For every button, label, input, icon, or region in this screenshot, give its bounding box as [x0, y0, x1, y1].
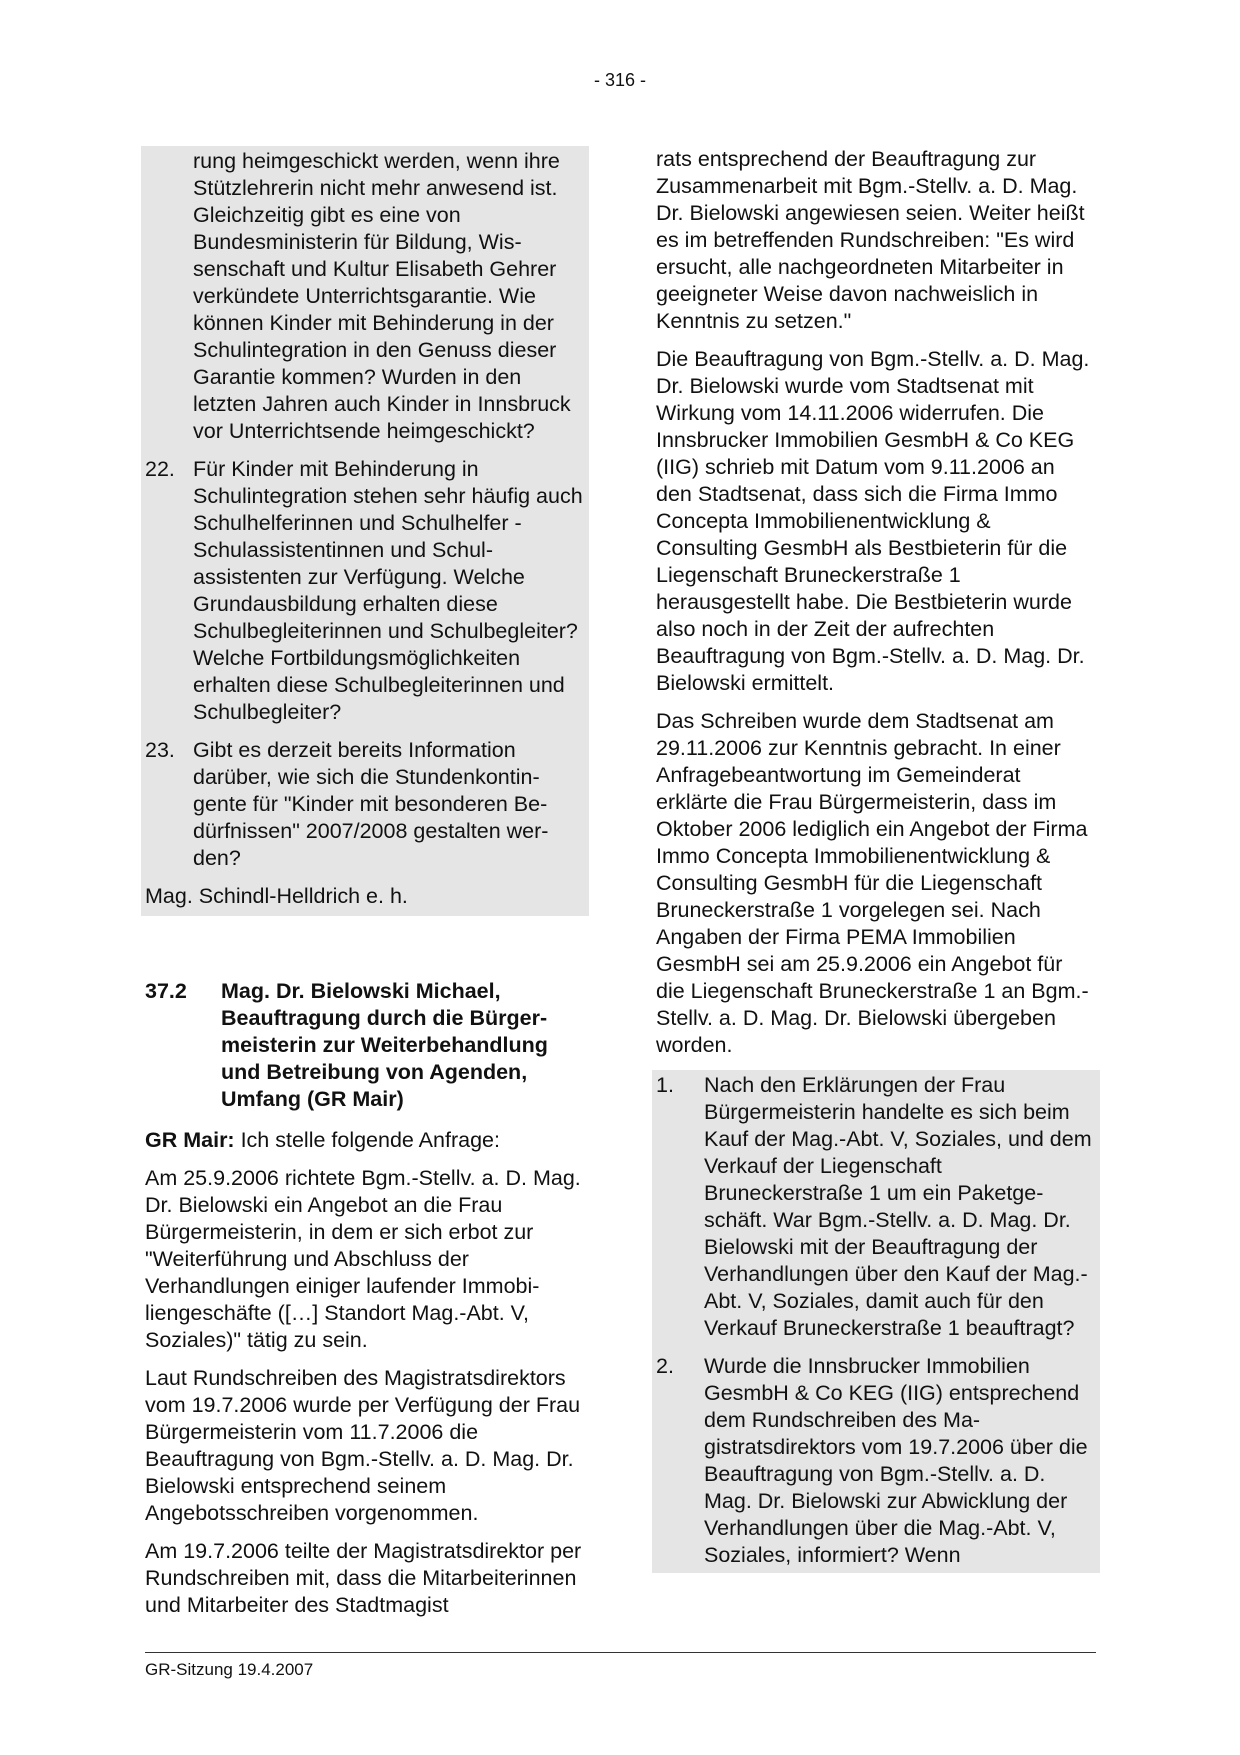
question-block-shaded: [652, 1070, 1100, 1573]
question-text: rung heimgeschickt werden, wenn ihre Stützlehrerin nicht mehr anwesend ist. Gleichzeitig gibt es eine von Bundesministerin für Bildung, Wissenschaft und Kultur Elisabeth Gehrer verkündete Unterrichtsgarantie. Wie können Kinder mit Behinderung in der Schulintegration in den Genuss dieser Garantie kommen? Wurden in den letzten Jahren auch Kinder in Innsbruck vor Unterrichtsende heimgeschickt?: [193, 149, 571, 443]
section-title: Mag. Dr. Bielowski Michael, Beauftragung durch die Bürgermeisterin zur Weiterbehandlung und Betreibung von Agenden, Umfang (GR Mair): [221, 979, 548, 1111]
footer-divider: [145, 1652, 1096, 1653]
footer-text: GR-Sitzung 19.4.2007: [145, 1660, 314, 1679]
body-paragraph: rats entsprechend der Beauftragung zur Zusammenarbeit mit Bgm.-Stellv. a. D. Mag. Dr. Bielowski angewiesen seien. Weiter heißt es im betreffenden Rundschreiben: "Es wird ersucht, alle nachgeordneten Mitarbeiter in geeigneter Weise davon nachweislich in Kenntnis zu setzen.": [656, 147, 1085, 333]
question-number: 22.: [145, 457, 175, 481]
question-item: [145, 456, 585, 726]
intro-paragraph: [145, 1127, 585, 1154]
left-column: [145, 146, 585, 1630]
question-text: Wurde die Innsbrucker Immobilien GesmbH & Co KEG (IIG) entsprechend dem Rundschreiben des Magistratsdirektors vom 19.7.2006 über die Beauftragung von Bgm.-Stellv. a. D. Mag. Dr. Bielowski zur Abwicklung der Verhandlungen über die Mag.-Abt. V, Soziales, informiert? Wenn: [704, 1354, 1088, 1567]
question-text: Gibt es derzeit bereits Information darüber, wie sich die Stundenkontingente für "Kinder mit besonderen Bedürfnissen" 2007/2008 gestalten werden?: [193, 738, 549, 870]
question-block-shaded: [141, 146, 589, 916]
page-number: - 316 -: [593, 70, 647, 90]
speaker-label: GR Mair:: [145, 1128, 235, 1152]
question-number: 23.: [145, 738, 175, 762]
intro-text: Ich stelle folgende Anfrage:: [240, 1128, 500, 1152]
body-paragraph: Am 19.7.2006 teilte der Magistratsdirektor per Rundschreiben mit, dass die Mitarbeiterinnen und Mitarbeiter des Stadtmagist: [145, 1539, 582, 1617]
question-item: [145, 737, 585, 872]
question-text: Für Kinder mit Behinderung in Schulintegration stehen sehr häufig auch Schulhelferinnen und Schulhelfer - Schulassistentinnen und Schulassistenten zur Verfügung. Welche Grundausbildung erhalten diese Schulbegleiterinnen und Schulbegleiter? Welche Fortbildungsmöglichkeiten erhalten diese Schulbegleiterinnen und Schulbegleiter?: [193, 457, 583, 724]
body-paragraph: Die Beauftragung von Bgm.-Stellv. a. D. Mag. Dr. Bielowski wurde vom Stadtsenat mit Wirkung vom 14.11.2006 widerrufen. Die Innsbrucker Immobilien GesmbH & Co KEG (IIG) schrieb mit Datum vom 9.11.2006 an den Stadtsenat, dass sich die Firma Immo Concepta Immobilienentwicklung & Consulting GesmbH als Bestbieterin für die Liegenschaft Bruneckerstraße 1 herausgestellt habe. Die Bestbieterin wurde also noch in der Zeit der aufrechten Beauftragung von Bgm.-Stellv. a. D. Mag. Dr. Bielowski ermittelt.: [656, 347, 1090, 695]
body-paragraph: Am 25.9.2006 richtete Bgm.-Stellv. a. D. Mag. Dr. Bielowski ein Angebot an die Frau Bürgermeisterin, in dem er sich erbot zur "Weiterführung und Abschluss der Verhandlungen einiger laufender Immobiliengeschäfte ([…] Standort Mag.-Abt. V, Soziales)" tätig zu sein.: [145, 1166, 581, 1352]
signature: Mag. Schindl-Helldrich e. h.: [145, 884, 408, 908]
question-number: 2.: [656, 1354, 674, 1378]
right-column: [656, 146, 1096, 1573]
question-text: Nach den Erklärungen der Frau Bürgermeisterin handelte es sich beim Kauf der Mag.-Abt. V, Soziales, und dem Verkauf der Liegenschaft Bruneckerstraße 1 um ein Paketgeschäft. War Bgm.-Stellv. a. D. Mag. Dr. Bielowski mit der Beauftragung der Verhandlungen über den Kauf der Mag.-Abt. V, Soziales, damit auch für den Verkauf Bruneckerstraße 1 beauftragt?: [704, 1073, 1092, 1340]
body-paragraph: Das Schreiben wurde dem Stadtsenat am 29.11.2006 zur Kenntnis gebracht. In einer Anfragebeantwortung im Gemeinderat erklärte die Frau Bürgermeisterin, dass im Oktober 2006 lediglich ein Angebot der Firma Immo Concepta Immobilienentwicklung & Consulting GesmbH für die Liegenschaft Bruneckerstraße 1 vorgelegen sei. Nach Angaben der Firma PEMA Immobilien GesmbH sei am 25.9.2006 ein Angebot für die Liegenschaft Bruneckerstraße 1 an Bgm.-Stellv. a. D. Mag. Dr. Bielowski übergeben worden.: [656, 709, 1089, 1057]
question-item: [656, 1353, 1096, 1569]
question-continuation: [145, 148, 585, 445]
section-heading: [145, 978, 585, 1113]
question-item: [656, 1072, 1096, 1342]
question-number: 1.: [656, 1073, 674, 1097]
body-paragraph: Laut Rundschreiben des Magistratsdirektors vom 19.7.2006 wurde per Verfügung der Frau Bürgermeisterin vom 11.7.2006 die Beauftragung von Bgm.-Stellv. a. D. Mag. Dr. Bielowski entsprechend seinem Angebotsschreiben vorgenommen.: [145, 1366, 581, 1525]
section-number: 37.2: [145, 979, 187, 1003]
